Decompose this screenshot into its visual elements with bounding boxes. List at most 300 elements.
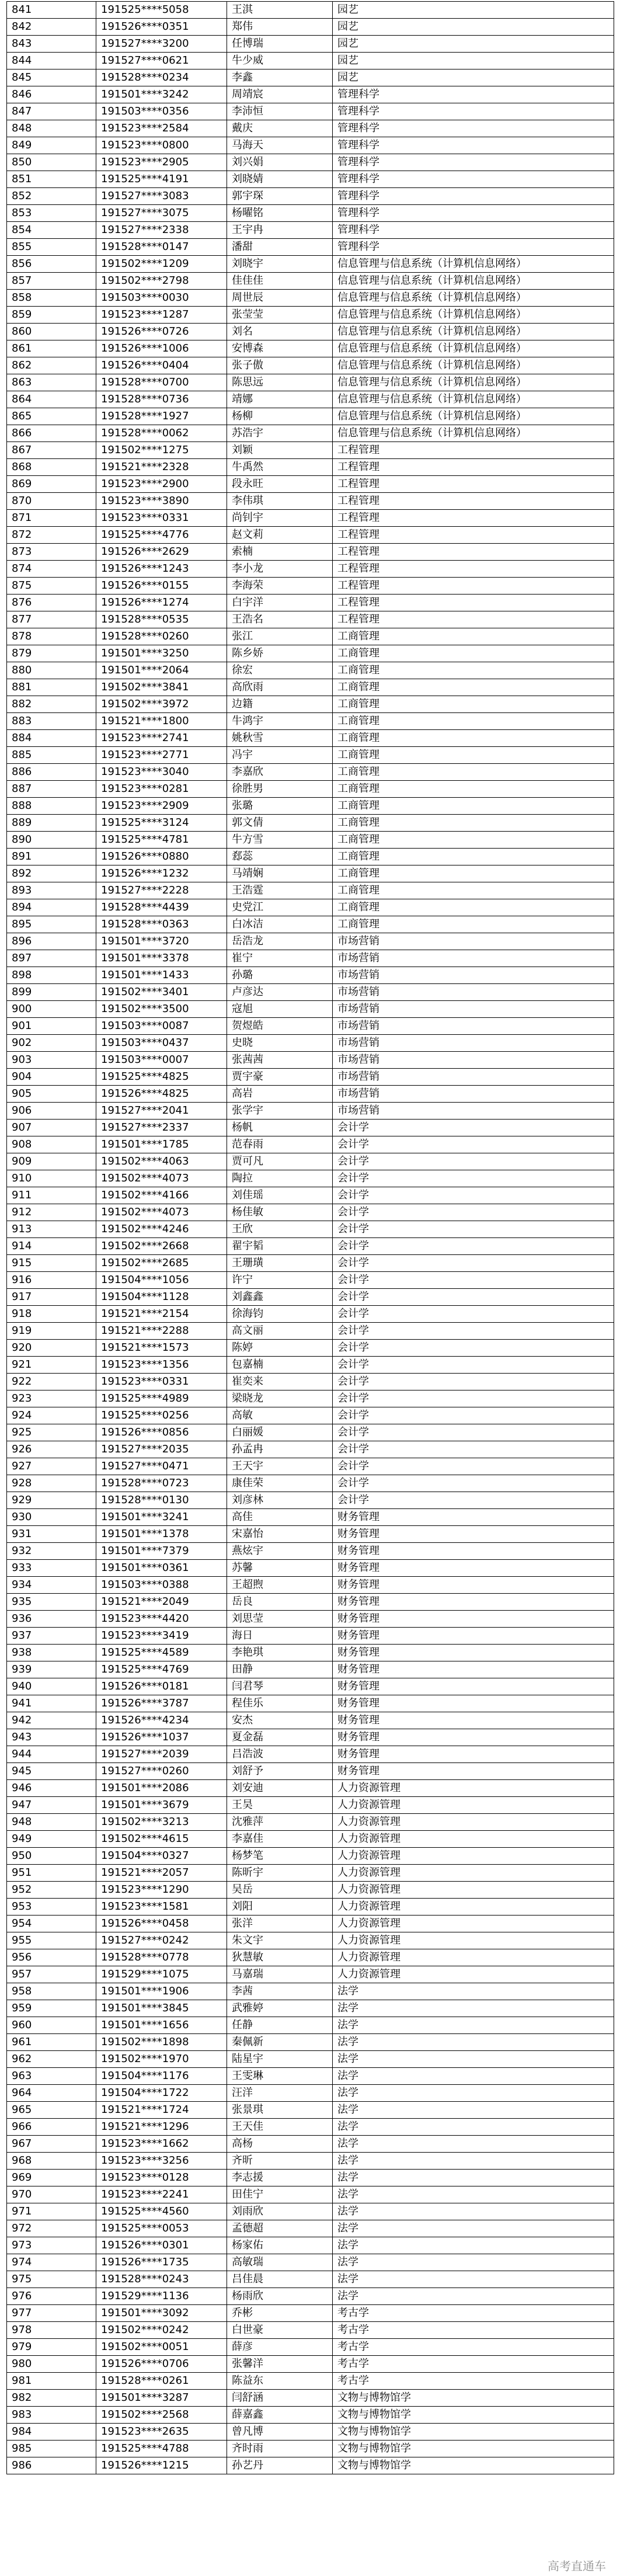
student-name-cell: 任博瑞 [227,36,333,53]
row-number-cell: 956 [7,1949,96,1966]
row-number-cell: 967 [7,2136,96,2153]
table-row [7,730,614,747]
major-cell: 管理科学 [333,222,614,239]
table-row [7,2322,614,2339]
exam-id-cell: 191529****1136 [96,2288,227,2305]
major-cell: 信息管理与信息系统（计算机信息网络） [333,273,614,290]
table-row [7,1357,614,1374]
table-row [7,1187,614,1204]
exam-id-cell: 191527****0260 [96,1763,227,1780]
major-cell: 人力资源管理 [333,1949,614,1966]
exam-id-cell: 191523****2909 [96,798,227,815]
student-name-cell: 刘彦林 [227,1492,333,1509]
table-row [7,1509,614,1526]
major-cell: 会计学 [333,1204,614,1221]
row-number-cell: 871 [7,510,96,527]
row-number-cell: 900 [7,1001,96,1018]
exam-id-cell: 191527****2039 [96,1746,227,1763]
major-cell: 考古学 [333,2322,614,2339]
student-name-cell: 刘名 [227,324,333,340]
table-row [7,69,614,86]
row-number-cell: 899 [7,984,96,1001]
major-cell: 人力资源管理 [333,1882,614,1899]
row-number-cell: 916 [7,1272,96,1289]
row-number-cell: 984 [7,2424,96,2441]
row-number-cell: 985 [7,2441,96,2457]
major-cell: 财务管理 [333,1763,614,1780]
table-row [7,1272,614,1289]
major-cell: 文物与博物馆学 [333,2424,614,2441]
table-row [7,2390,614,2407]
table-row [7,1628,614,1645]
major-cell: 法学 [333,2220,614,2237]
row-number-cell: 911 [7,1187,96,1204]
row-number-cell: 910 [7,1170,96,1187]
table-row [7,1255,614,1272]
student-name-cell: 刘雨欣 [227,2203,333,2220]
student-name-cell: 牛方雪 [227,832,333,849]
student-name-cell: 齐时雨 [227,2441,333,2457]
student-name-cell: 康佳荣 [227,1475,333,1492]
table-row [7,239,614,256]
exam-id-cell: 191525****4769 [96,1661,227,1678]
student-name-cell: 刘安迪 [227,1780,333,1797]
student-name-cell: 翟宇韬 [227,1238,333,1255]
major-cell: 会计学 [333,1390,614,1407]
major-cell: 管理科学 [333,103,614,120]
row-number-cell: 939 [7,1661,96,1678]
major-cell: 财务管理 [333,1645,614,1661]
row-number-cell: 880 [7,662,96,679]
student-name-cell: 马嘉瑞 [227,1966,333,1983]
row-number-cell: 917 [7,1289,96,1306]
exam-id-cell: 191525****3124 [96,815,227,832]
admission-list-body [7,2,614,2474]
table-row [7,1916,614,1932]
table-row [7,1526,614,1543]
row-number-cell: 894 [7,899,96,916]
student-name-cell: 武雅婷 [227,2000,333,2017]
table-row [7,1932,614,1949]
major-cell: 工商管理 [333,781,614,798]
row-number-cell: 883 [7,713,96,730]
student-name-cell: 郑伟 [227,19,333,36]
exam-id-cell: 191504****1128 [96,1289,227,1306]
student-name-cell: 郄蕊 [227,849,333,865]
table-row [7,628,614,645]
row-number-cell: 931 [7,1526,96,1543]
major-cell: 文物与博物馆学 [333,2457,614,2474]
row-number-cell: 875 [7,578,96,595]
table-row [7,544,614,561]
student-name-cell: 马靖娴 [227,865,333,882]
major-cell: 园艺 [333,69,614,86]
major-cell: 信息管理与信息系统（计算机信息网络） [333,324,614,340]
major-cell: 法学 [333,2102,614,2119]
major-cell: 工商管理 [333,832,614,849]
student-name-cell: 王淇 [227,2,333,19]
row-number-cell: 947 [7,1797,96,1814]
student-name-cell: 刘兴娟 [227,154,333,171]
exam-id-cell: 191526****0726 [96,324,227,340]
exam-id-cell: 191502****4615 [96,1831,227,1848]
row-number-cell: 860 [7,324,96,340]
exam-id-cell: 191502****2668 [96,1238,227,1255]
exam-id-cell: 191528****0736 [96,391,227,408]
student-name-cell: 岳良 [227,1594,333,1611]
row-number-cell: 843 [7,36,96,53]
exam-id-cell: 191502****2568 [96,2407,227,2424]
major-cell: 工商管理 [333,679,614,696]
major-cell: 市场营销 [333,967,614,984]
student-name-cell: 闫君琴 [227,1678,333,1695]
row-number-cell: 862 [7,357,96,374]
major-cell: 财务管理 [333,1678,614,1695]
exam-id-cell: 191501****3287 [96,2390,227,2407]
student-name-cell: 薛嘉鑫 [227,2407,333,2424]
table-row [7,19,614,36]
exam-id-cell: 191523****3419 [96,1628,227,1645]
student-name-cell: 戴庆 [227,120,333,137]
row-number-cell: 938 [7,1645,96,1661]
student-name-cell: 王天佳 [227,2119,333,2136]
major-cell: 会计学 [333,1441,614,1458]
row-number-cell: 937 [7,1628,96,1645]
row-number-cell: 941 [7,1695,96,1712]
student-name-cell: 许宁 [227,1272,333,1289]
major-cell: 财务管理 [333,1526,614,1543]
student-name-cell: 卢彦达 [227,984,333,1001]
major-cell: 市场营销 [333,1086,614,1103]
row-number-cell: 958 [7,1983,96,2000]
row-number-cell: 921 [7,1357,96,1374]
major-cell: 工程管理 [333,595,614,611]
major-cell: 人力资源管理 [333,1814,614,1831]
table-row [7,154,614,171]
student-name-cell: 张洋 [227,1916,333,1932]
student-name-cell: 孟德超 [227,2220,333,2237]
student-name-cell: 宋嘉怡 [227,1526,333,1543]
table-row [7,510,614,527]
admission-list-table [6,1,614,2474]
table-row [7,1746,614,1763]
student-name-cell: 白冰洁 [227,916,333,933]
student-name-cell: 陈思远 [227,374,333,391]
table-row [7,442,614,459]
row-number-cell: 948 [7,1814,96,1831]
row-number-cell: 887 [7,781,96,798]
exam-id-cell: 191503****0030 [96,290,227,307]
exam-id-cell: 191525****4560 [96,2203,227,2220]
table-row [7,527,614,544]
row-number-cell: 962 [7,2051,96,2068]
row-number-cell: 971 [7,2203,96,2220]
major-cell: 会计学 [333,1272,614,1289]
table-row [7,1983,614,2000]
student-name-cell: 李沛恒 [227,103,333,120]
major-cell: 园艺 [333,53,614,69]
row-number-cell: 852 [7,188,96,205]
student-name-cell: 高欣雨 [227,679,333,696]
table-row [7,781,614,798]
student-name-cell: 段永旺 [227,476,333,493]
student-name-cell: 秦佩新 [227,2034,333,2051]
student-name-cell: 史党江 [227,899,333,916]
row-number-cell: 891 [7,849,96,865]
student-name-cell: 王浩名 [227,611,333,628]
row-number-cell: 850 [7,154,96,171]
table-row [7,1001,614,1018]
major-cell: 信息管理与信息系统（计算机信息网络） [333,357,614,374]
table-row [7,1577,614,1594]
table-row [7,849,614,865]
exam-id-cell: 191523****2900 [96,476,227,493]
major-cell: 财务管理 [333,1746,614,1763]
exam-id-cell: 191528****0778 [96,1949,227,1966]
major-cell: 工程管理 [333,442,614,459]
table-row [7,916,614,933]
student-name-cell: 姚秋雪 [227,730,333,747]
exam-id-cell: 191503****0087 [96,1018,227,1035]
table-row [7,120,614,137]
table-row [7,391,614,408]
row-number-cell: 886 [7,764,96,781]
table-row [7,1458,614,1475]
student-name-cell: 闫舒涵 [227,2390,333,2407]
major-cell: 法学 [333,2017,614,2034]
major-cell: 会计学 [333,1136,614,1153]
major-cell: 财务管理 [333,1560,614,1577]
exam-id-cell: 191525****4191 [96,171,227,188]
exam-id-cell: 191528****0700 [96,374,227,391]
row-number-cell: 870 [7,493,96,510]
major-cell: 工商管理 [333,815,614,832]
student-name-cell: 王天宇 [227,1458,333,1475]
exam-id-cell: 191526****1232 [96,865,227,882]
major-cell: 市场营销 [333,1069,614,1086]
table-row [7,493,614,510]
student-name-cell: 安博森 [227,340,333,357]
row-number-cell: 940 [7,1678,96,1695]
row-number-cell: 946 [7,1780,96,1797]
student-name-cell: 徐宏 [227,662,333,679]
student-name-cell: 刘晓宇 [227,256,333,273]
major-cell: 会计学 [333,1475,614,1492]
table-row [7,2288,614,2305]
table-row [7,2407,614,2424]
exam-id-cell: 191526****0301 [96,2237,227,2254]
exam-id-cell: 191526****0351 [96,19,227,36]
exam-id-cell: 191521****2057 [96,1865,227,1882]
exam-id-cell: 191527****3083 [96,188,227,205]
major-cell: 人力资源管理 [333,1848,614,1865]
table-row [7,578,614,595]
student-name-cell: 孙艺丹 [227,2457,333,2474]
student-name-cell: 杨佳敏 [227,1204,333,1221]
table-row [7,103,614,120]
table-row [7,747,614,764]
table-row [7,1780,614,1797]
exam-id-cell: 191528****0234 [96,69,227,86]
table-row [7,1678,614,1695]
student-name-cell: 陈益东 [227,2373,333,2390]
row-number-cell: 953 [7,1899,96,1916]
major-cell: 会计学 [333,1323,614,1340]
table-row [7,1729,614,1746]
exam-id-cell: 191523****3890 [96,493,227,510]
student-name-cell: 牛鸿宇 [227,713,333,730]
student-name-cell: 刘阳 [227,1899,333,1916]
major-cell: 考古学 [333,2305,614,2322]
exam-id-cell: 191502****3213 [96,1814,227,1831]
student-name-cell: 刘思莹 [227,1611,333,1628]
exam-id-cell: 191501****1906 [96,1983,227,2000]
row-number-cell: 888 [7,798,96,815]
row-number-cell: 878 [7,628,96,645]
table-row [7,1475,614,1492]
row-number-cell: 926 [7,1441,96,1458]
exam-id-cell: 191528****0260 [96,628,227,645]
table-row [7,1069,614,1086]
exam-id-cell: 191502****4246 [96,1221,227,1238]
student-name-cell: 燕炫宇 [227,1543,333,1560]
table-row [7,2,614,19]
table-row [7,764,614,781]
major-cell: 市场营销 [333,933,614,950]
row-number-cell: 864 [7,391,96,408]
student-name-cell: 周靖宸 [227,86,333,103]
major-cell: 工商管理 [333,916,614,933]
student-name-cell: 陈昕宇 [227,1865,333,1882]
exam-id-cell: 191526****0155 [96,578,227,595]
watermark-text: 高考直通车 [548,2559,606,2573]
exam-id-cell: 191504****1722 [96,2085,227,2102]
student-name-cell: 史晓 [227,1035,333,1052]
table-row [7,2203,614,2220]
exam-id-cell: 191502****2798 [96,273,227,290]
row-number-cell: 898 [7,967,96,984]
exam-id-cell: 191502****1275 [96,442,227,459]
major-cell: 工程管理 [333,611,614,628]
student-name-cell: 李艳琪 [227,1645,333,1661]
table-row [7,307,614,324]
table-row [7,171,614,188]
row-number-cell: 957 [7,1966,96,1983]
exam-id-cell: 191526****0706 [96,2356,227,2373]
row-number-cell: 909 [7,1153,96,1170]
row-number-cell: 876 [7,595,96,611]
table-row [7,2017,614,2034]
row-number-cell: 942 [7,1712,96,1729]
row-number-cell: 961 [7,2034,96,2051]
row-number-cell: 968 [7,2153,96,2170]
row-number-cell: 877 [7,611,96,628]
student-name-cell: 刘鑫鑫 [227,1289,333,1306]
student-name-cell: 孙孟冉 [227,1441,333,1458]
row-number-cell: 928 [7,1475,96,1492]
exam-id-cell: 191527****2338 [96,222,227,239]
student-name-cell: 陈乡娇 [227,645,333,662]
row-number-cell: 952 [7,1882,96,1899]
row-number-cell: 865 [7,408,96,425]
row-number-cell: 986 [7,2457,96,2474]
exam-id-cell: 191526****4234 [96,1712,227,1729]
major-cell: 文物与博物馆学 [333,2390,614,2407]
table-row [7,713,614,730]
student-name-cell: 杨雨欣 [227,2288,333,2305]
major-cell: 管理科学 [333,120,614,137]
table-row [7,1814,614,1831]
row-number-cell: 889 [7,815,96,832]
exam-id-cell: 191501****0361 [96,1560,227,1577]
major-cell: 财务管理 [333,1661,614,1678]
exam-id-cell: 191526****0458 [96,1916,227,1932]
student-name-cell: 王超煦 [227,1577,333,1594]
major-cell: 人力资源管理 [333,1932,614,1949]
exam-id-cell: 191502****4073 [96,1170,227,1187]
table-row [7,1441,614,1458]
major-cell: 会计学 [333,1170,614,1187]
major-cell: 法学 [333,2237,614,2254]
student-name-cell: 张学宇 [227,1103,333,1120]
row-number-cell: 976 [7,2288,96,2305]
table-row [7,222,614,239]
row-number-cell: 885 [7,747,96,764]
table-row [7,1323,614,1340]
major-cell: 管理科学 [333,171,614,188]
student-name-cell: 张江 [227,628,333,645]
row-number-cell: 929 [7,1492,96,1509]
major-cell: 信息管理与信息系统（计算机信息网络） [333,307,614,324]
table-row [7,2356,614,2373]
major-cell: 工程管理 [333,527,614,544]
table-row [7,2339,614,2356]
table-row [7,1204,614,1221]
major-cell: 市场营销 [333,1001,614,1018]
student-name-cell: 狄慧敏 [227,1949,333,1966]
row-number-cell: 893 [7,882,96,899]
table-row [7,561,614,578]
exam-id-cell: 191525****0053 [96,2220,227,2237]
row-number-cell: 955 [7,1932,96,1949]
major-cell: 工商管理 [333,645,614,662]
exam-id-cell: 191527****0471 [96,1458,227,1475]
major-cell: 园艺 [333,36,614,53]
row-number-cell: 892 [7,865,96,882]
row-number-cell: 904 [7,1069,96,1086]
exam-id-cell: 191528****0535 [96,611,227,628]
major-cell: 会计学 [333,1289,614,1306]
table-row [7,1645,614,1661]
exam-id-cell: 191502****0051 [96,2339,227,2356]
exam-id-cell: 191527****3200 [96,36,227,53]
student-name-cell: 王珊璜 [227,1255,333,1272]
row-number-cell: 927 [7,1458,96,1475]
major-cell: 会计学 [333,1120,614,1136]
exam-id-cell: 191523****4420 [96,1611,227,1628]
table-row [7,2305,614,2322]
table-row [7,645,614,662]
row-number-cell: 868 [7,459,96,476]
exam-id-cell: 191502****3972 [96,696,227,713]
student-name-cell: 白世豪 [227,2322,333,2339]
student-name-cell: 冯宇 [227,747,333,764]
exam-id-cell: 191523****2241 [96,2186,227,2203]
exam-id-cell: 191503****0007 [96,1052,227,1069]
table-row [7,1289,614,1306]
table-row [7,2441,614,2457]
major-cell: 法学 [333,1983,614,2000]
